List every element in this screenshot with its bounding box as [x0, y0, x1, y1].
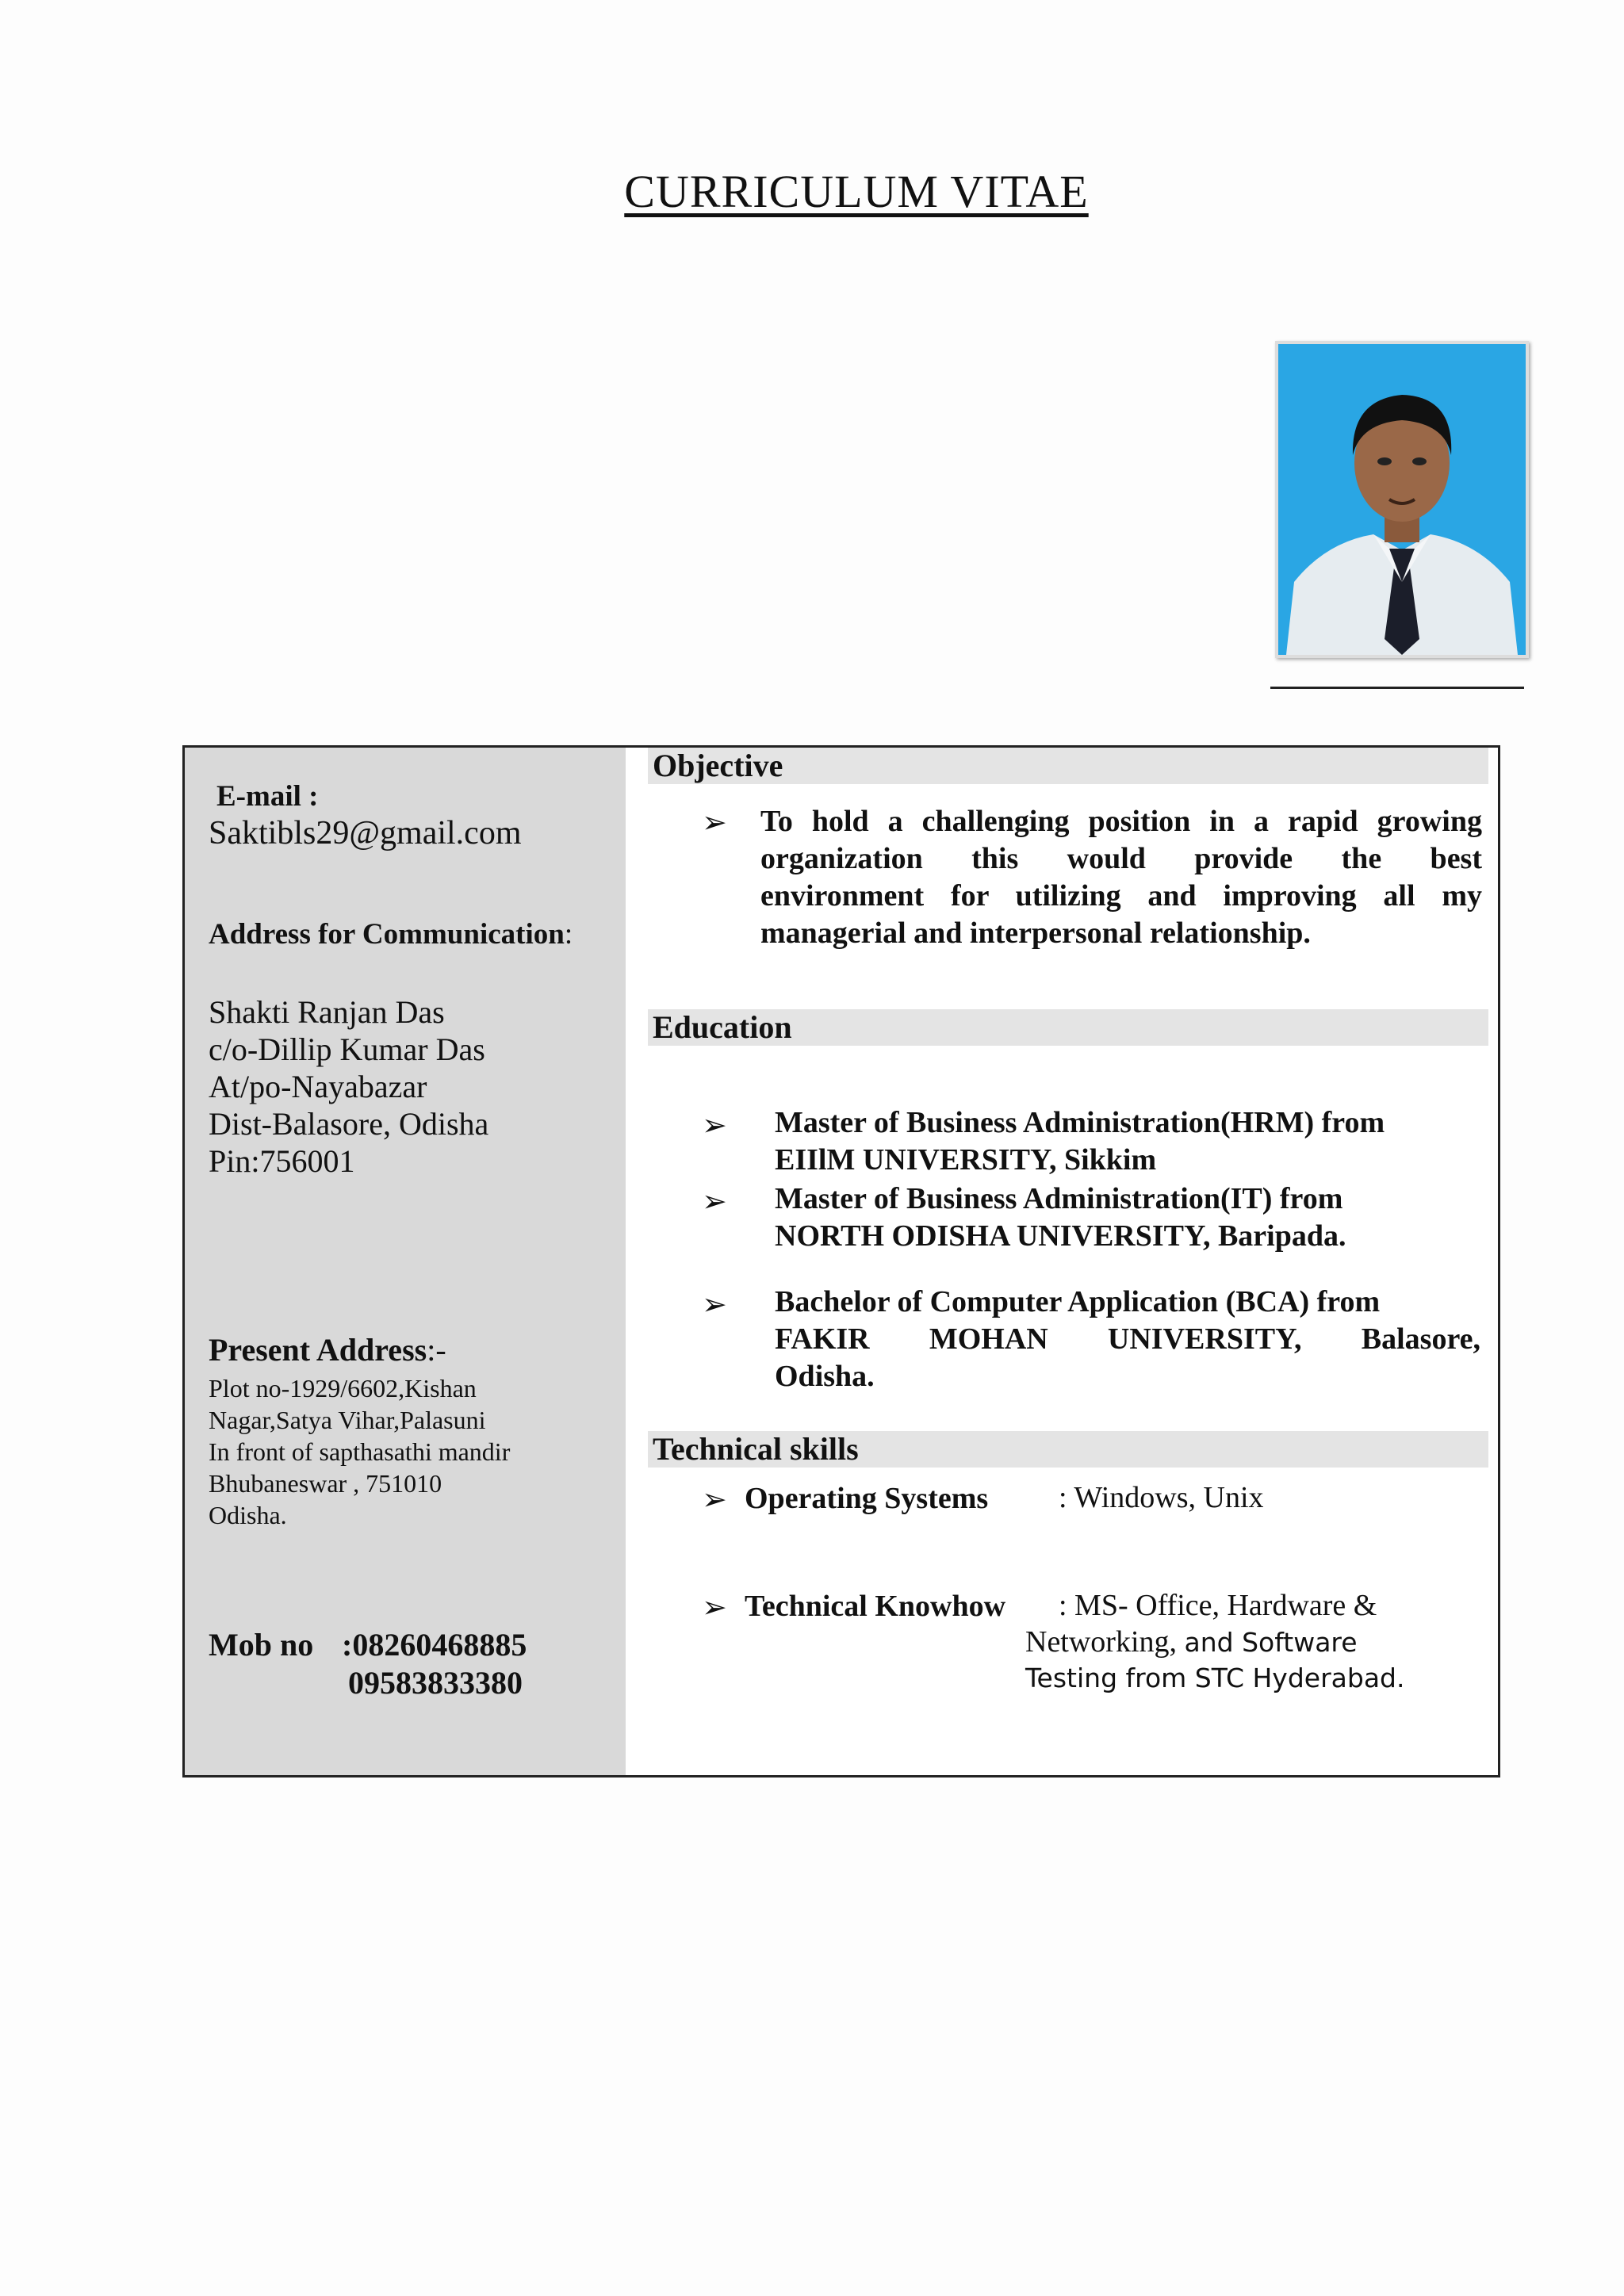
education-line: NORTH ODISHA UNIVERSITY, Baripada. — [775, 1219, 1346, 1253]
contact-panel — [185, 748, 626, 1775]
mobile-number-2: 09583833380 — [348, 1665, 523, 1701]
present-address-suffix: :- — [427, 1332, 446, 1368]
present-address — [209, 1372, 510, 1531]
objective-heading: Objective — [648, 748, 1488, 784]
technical-knowhow-value: : MS- Office, Hardware & — [1059, 1589, 1377, 1622]
technical-skills-heading: Technical skills — [648, 1431, 1488, 1468]
address-line: Shakti Ranjan Das — [209, 994, 445, 1030]
present-address-line: Nagar,Satya Vihar,Palasuni — [209, 1406, 486, 1434]
address-label: Address for Communication — [209, 918, 565, 951]
details-panel — [626, 748, 1498, 1775]
profile-photo — [1275, 341, 1529, 658]
technical-knowhow-value-2 — [1025, 1624, 1358, 1659]
education-line: Master of Business Administration(HRM) from — [775, 1106, 1385, 1139]
bullet-arrow-icon: ➢ — [702, 1591, 727, 1624]
mobile-number-1: :08260468885 — [342, 1627, 527, 1663]
bullet-arrow-icon: ➢ — [702, 1185, 727, 1219]
objective-line: managerial and interpersonal relationship. — [760, 916, 1311, 950]
education-line: Odisha. — [775, 1360, 875, 1393]
education-line: Master of Business Administration(IT) from — [775, 1182, 1343, 1215]
education-item-mba-it — [775, 1181, 1488, 1255]
address-colon: : — [564, 918, 573, 951]
mobile-label: Mob no — [209, 1627, 314, 1663]
objective-line: To hold a challenging position in a rapid growing — [760, 805, 1482, 838]
cv-table — [182, 745, 1500, 1777]
bullet-arrow-icon: ➢ — [702, 1483, 727, 1517]
education-heading: Education — [648, 1009, 1488, 1046]
address-heading — [209, 917, 573, 951]
present-address-line: Odisha. — [209, 1501, 287, 1529]
operating-systems-value: : Windows, Unix — [1059, 1481, 1264, 1514]
objective-line: organization this would provide the best — [760, 842, 1482, 875]
education-line: FAKIR MOHAN UNIVERSITY, Balasore, — [775, 1322, 1480, 1356]
education-item-bca — [775, 1284, 1480, 1395]
photo-underline — [1270, 687, 1524, 689]
address-line: Dist-Balasore, Odisha — [209, 1106, 489, 1142]
present-address-line: Bhubaneswar , 751010 — [209, 1469, 442, 1498]
technical-knowhow-networking: Networking, — [1025, 1625, 1178, 1659]
present-address-line: In front of sapthasathi mandir — [209, 1437, 511, 1466]
address-line: Pin:756001 — [209, 1143, 355, 1179]
education-line: EIIlM UNIVERSITY, Sikkim — [775, 1143, 1157, 1177]
operating-systems-label: Operating Systems — [745, 1482, 989, 1515]
objective-text — [760, 803, 1482, 952]
person-portrait-icon — [1278, 344, 1526, 655]
bullet-arrow-icon: ➢ — [702, 806, 727, 840]
present-address-label: Present Address — [209, 1332, 427, 1368]
document-title: CURRICULUM VITAE — [624, 166, 1089, 217]
bullet-arrow-icon: ➢ — [702, 1109, 727, 1142]
email-label: E-mail : — [216, 780, 319, 813]
objective-line: environment for utilizing and improving all my — [760, 879, 1482, 913]
technical-knowhow-value-3: Testing from STC Hyderabad. — [1025, 1663, 1405, 1693]
education-line: Bachelor of Computer Application (BCA) from — [775, 1285, 1381, 1318]
communication-address — [209, 993, 488, 1180]
address-line: At/po-Nayabazar — [209, 1069, 427, 1104]
bullet-arrow-icon: ➢ — [702, 1288, 727, 1322]
email-value: Saktibls29@gmail.com — [209, 815, 522, 851]
technical-knowhow-software: and Software — [1184, 1627, 1358, 1658]
present-address-heading — [209, 1331, 446, 1368]
technical-knowhow-label: Technical Knowhow — [745, 1590, 1006, 1623]
present-address-line: Plot no-1929/6602,Kishan — [209, 1374, 477, 1402]
address-line: c/o-Dillip Kumar Das — [209, 1031, 485, 1067]
education-item-mba-hrm — [775, 1104, 1488, 1179]
